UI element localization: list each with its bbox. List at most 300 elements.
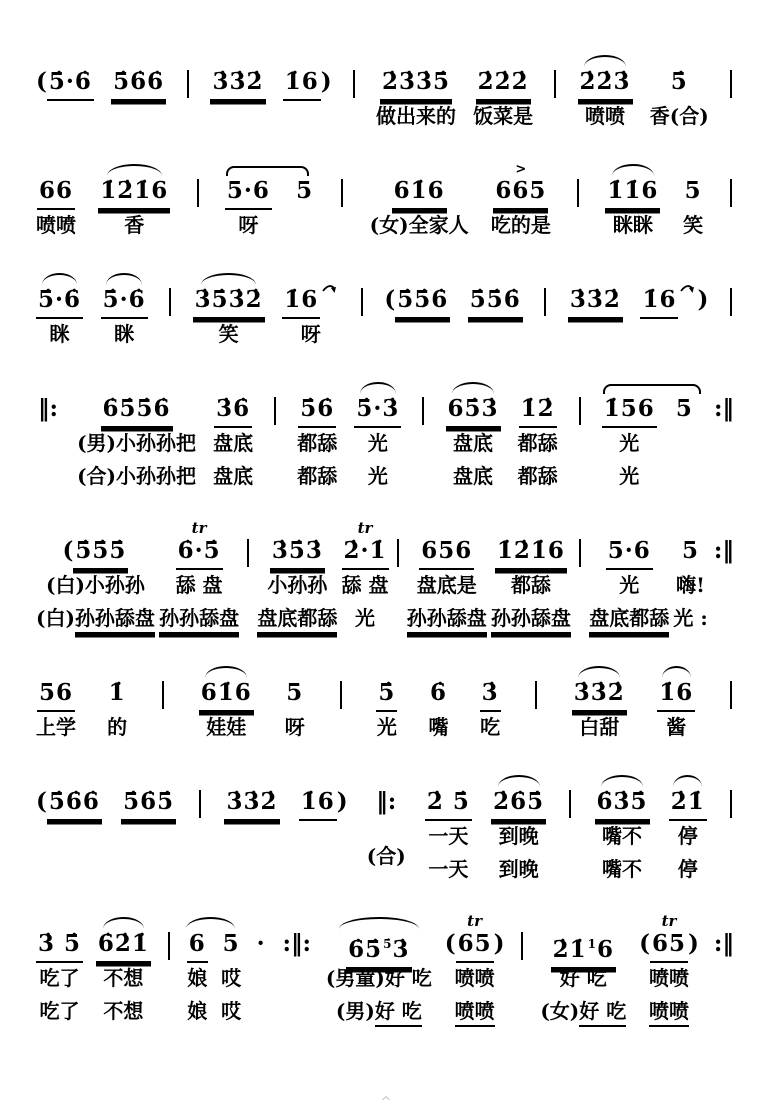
note-row [101,285,148,319]
barline-rule [730,790,732,818]
lyric-line-1: 吃 [480,715,501,739]
system-3 [36,270,736,352]
note-cell [578,52,633,134]
note-cell [640,270,708,352]
note-row [96,929,151,963]
lyric-line-2 [499,854,539,887]
ornament-layer [726,663,736,678]
note-row [446,394,501,428]
note-cell [297,379,337,494]
note-group: 6 [187,929,208,963]
note-row [361,285,363,319]
note-cell [36,270,83,352]
ornament-layer [284,663,305,678]
lyric-line-1: 的 [107,715,128,739]
slur-arc [612,164,654,176]
note-group: 66 [37,176,75,210]
repeat-sign [712,379,736,494]
note-row [554,67,556,101]
note-row [176,536,223,570]
ornament-layer [193,270,265,285]
lyric-text: 娘 [187,999,208,1023]
note-group: 6̇ [430,679,448,706]
note-group: 65 [456,929,494,963]
slur-arc [584,55,626,67]
note-cell [210,52,265,134]
repeat-sign [367,772,406,887]
note-group: 2̇1̇ [669,787,707,821]
note-cell [480,663,501,745]
lyric-prefix: (女) [540,999,580,1023]
barline-rule [730,288,732,316]
note-group: 665 [493,176,548,210]
ornament-layer [639,914,699,929]
part-label: (合) [366,843,406,868]
note-group: 5̇6̇5̇ [121,787,176,821]
note-cell [36,52,94,134]
lyric-text: 都舔 [297,464,338,488]
ornament-layer [187,914,208,929]
barline [393,521,403,636]
barline-rule [554,70,556,98]
lyric-line-2 [453,461,493,494]
close-paren: ) [688,930,699,957]
note-group: 3̇6̇ [214,394,252,428]
note-cell [639,914,699,1029]
note-row [657,678,695,712]
note-cell [213,379,253,494]
open-paren: ( [36,68,47,95]
lyric-line-1: 娃娃 [206,715,247,739]
lyric-line-2 [36,603,155,636]
lyric-line-1: 光 [619,431,640,455]
lyric-line-1: 光 [376,715,397,739]
close-paren: ) [697,286,709,313]
lyric-text: 停 [677,857,698,881]
ornament-layer [357,270,367,285]
ornament-layer [270,379,280,394]
lyric-line-2 [407,603,487,636]
lyric-line-1: 呀 [300,322,321,346]
ornament-layer [531,663,541,678]
note-group: 65 [650,929,688,963]
lyric-line-1: 香 [124,213,145,237]
note-row [282,285,339,319]
note-row [36,787,102,821]
lyric-text: 喷喷 [455,998,495,1027]
system-7 [36,772,736,887]
note-group: 5̇ [376,678,397,712]
ornament-layer [418,379,428,394]
ornament-layer [673,521,707,536]
lyric-text: 盘底都舔 [257,605,337,634]
note-group: 5̇5̇5̇ [73,536,128,570]
lyric-line-1: 嗨! [676,573,705,597]
note-group: 2̇3̇3̇5̇ [380,67,452,101]
lyric-line-1: 不想 [103,966,144,990]
ornament-layer [726,161,736,176]
lyric-line-2 [368,461,388,494]
note-cell [101,270,148,352]
slur-arc [578,666,620,678]
note-row [640,285,708,319]
barline [337,161,347,243]
ornament-layer [297,379,337,394]
note-group: 61̇6 [199,678,254,712]
note-cell [669,772,707,887]
close-paren: ) [336,788,348,815]
ornament-layer [683,161,704,176]
lyric-line-2 [602,854,642,887]
ornament-layer [36,772,102,787]
lyric-line-1: 光 [367,431,388,455]
ornament-layer [367,772,406,787]
slur-arc [205,666,247,678]
lyric-line-1: 吃的是 [490,213,551,237]
note-cell [473,52,533,134]
ornament-layer [491,521,571,536]
system-5 [36,521,736,636]
ornament-layer [491,772,546,787]
trill-mark: tr [357,519,373,537]
note-row [197,176,199,210]
lyric-line-1: 盘底是 [416,573,477,597]
barline-rule [247,539,249,567]
barline [349,52,359,134]
barline-rule [730,70,732,98]
barline-rule [361,288,363,316]
ornament-layer [540,270,550,285]
repeat-text: :‖: [282,930,311,957]
note-group: 5 [286,679,304,706]
note-cell [468,270,523,352]
lyric-text: 光 [619,464,640,488]
lyric-text: 不想 [103,999,144,1023]
lyric-line-1: 喷喷 [454,966,495,990]
note-row [98,176,170,210]
barline [726,270,736,352]
ornament-layer [255,914,268,929]
note-row [428,678,449,712]
ornament-layer [36,161,76,176]
note-row [680,536,701,570]
lyric-text: 吃了 [39,999,80,1023]
note-group: 2̇·1̇ [342,536,389,570]
lyric-line-2 [619,461,639,494]
slur-arc [107,164,162,176]
open-paren: ( [384,286,396,313]
repeat-text: :‖ [713,537,734,564]
barline-rule [340,681,342,709]
note-row [274,394,276,428]
open-paren: ( [444,930,456,957]
note-cell [518,379,558,494]
lyric-text: (合)小孙孙把 [77,464,197,488]
note-row [284,678,305,712]
barline-rule [274,397,276,425]
ornament-layer [342,521,389,536]
lyric-line-1: 白甜 [579,715,620,739]
ornament-layer [726,772,736,787]
lyric-line-1: 吃了 [39,966,80,990]
note-row [255,929,268,963]
note-row [199,787,201,821]
note-row [187,929,208,963]
note-row [36,67,94,101]
lyric-line-2 [40,996,80,1029]
note-row [569,787,571,821]
ornament-layer [657,663,695,678]
note-group: 5̇6̇6̇ [47,787,102,821]
lyric-line-2 [213,461,253,494]
lyric-line-1: 都舔 [510,573,551,597]
ornament-layer [491,161,551,176]
lyric-text: 光 [367,464,388,488]
note-row [712,536,736,570]
note-row [519,394,557,428]
lyric-line-1: 饭菜是 [473,104,534,128]
ornament-layer [354,379,401,394]
ornament-layer [550,52,560,67]
note-row [342,536,389,570]
note-group: 5̇ [670,68,688,95]
ornament-layer [376,52,456,67]
lyric-line-2 [336,996,422,1029]
note-row [551,929,616,963]
note-cell [111,52,166,134]
note-cell [354,379,401,494]
note-row [380,67,452,101]
note-group: 5 [682,537,700,564]
close-paren: ) [493,930,505,957]
note-group: 2̇2̇3̇ [578,67,633,101]
score [36,52,736,1029]
note-group: · [256,930,266,957]
note-row [374,787,398,821]
note-row [354,394,401,428]
note-group: 2̇ 5̇ [425,787,472,821]
note-row [107,678,128,712]
note-group: 3̇3̇2̇ [572,678,627,712]
note-cell [257,521,337,636]
barline [517,914,527,1029]
lyric-line-1: (男童)好 吃 [325,966,432,990]
ornament-layer [480,663,501,678]
ornament-layer [111,52,166,67]
note-row [480,678,501,712]
note-cell [425,772,472,887]
lyric-text: 盘底 [213,464,254,488]
note-cell [445,914,505,1029]
note-cell [221,914,242,1029]
note-cell [199,663,254,745]
ornament-layer [121,772,176,787]
note-cell [674,379,695,494]
ornament-layer [199,663,254,678]
note-row [214,394,252,428]
ornament-layer [575,379,585,394]
barline [550,52,560,134]
note-row [210,67,265,101]
ornament-layer [243,521,253,536]
slur-arc [226,166,310,176]
barline [195,772,205,887]
open-paren: ( [62,537,74,564]
note-group: 1̇ [108,679,126,706]
barline [540,270,550,352]
note-cell [650,52,709,134]
lyric-line-1: 舔 盘 [341,573,389,597]
barline-rule [422,397,424,425]
ornament-layer [283,52,332,67]
note-row [579,536,581,570]
barline-rule [577,179,579,207]
lyric-line-2 [491,603,571,636]
lyric-line-2 [221,996,241,1029]
lyric-line-2 [187,996,207,1029]
ornament-layer [425,772,472,787]
ornament-layer [393,521,403,536]
lyric-text: 光 : [673,606,708,630]
ornament-layer [602,379,657,394]
note-group: 61̇6 [392,176,447,210]
ornament-layer [336,663,346,678]
note-cell [491,161,551,243]
system-8 [36,914,736,1029]
note-row [168,929,170,963]
ornament-layer [257,521,337,536]
ornament-layer [578,52,633,67]
note-row [36,394,60,428]
note-group: 1̇6 [640,285,678,319]
lyric-line-1: 呀 [284,715,305,739]
ornament-layer [589,521,669,536]
ornament-layer [281,914,313,929]
note-group: 1̇56 [602,394,657,428]
note-cell [595,772,650,887]
barline [165,270,175,352]
repeat-sign [36,379,60,494]
note-row [730,285,732,319]
lyric-line-1: (白)小孙孙 [46,573,145,597]
note-row [491,787,546,821]
barline-rule [569,790,571,818]
lyric-line-2 [77,461,196,494]
open-paren: ( [36,788,47,815]
ornament-layer [370,161,469,176]
ornament-layer [225,161,272,176]
ornament-layer [640,270,708,285]
lyric-line-1: 眯眯 [612,213,653,237]
note-row [579,394,581,428]
note-row [568,285,623,319]
note-row [353,67,355,101]
slur-arc [498,775,540,787]
lyric-text: 好 吃 [375,998,422,1027]
close-paren: ) [320,68,332,95]
ornament-layer [517,914,527,929]
lyric-line-1: 盘底 [213,431,254,455]
slur-arc [662,666,691,678]
ornament-layer [213,379,253,394]
note-row [247,536,249,570]
note-row [294,176,315,210]
note-group: 5̇·6̇ [101,285,148,319]
ornament-layer [712,379,736,394]
lyric-text: 光 [355,606,375,630]
ornament-layer [568,270,623,285]
barline [575,521,585,636]
ornament-layer [210,52,265,67]
lyric-line-1: 呀 [238,213,259,237]
note-cell [255,914,268,1029]
note-group: 5·6 [225,176,272,210]
note-cell [384,270,450,352]
note-cell [376,52,456,134]
note-cell [193,270,265,352]
note-row [639,929,699,963]
lyric-line-1: 哎 [221,966,242,990]
lyric-text: 一天 [428,857,469,881]
lyric-text: 孙孙舔盘 [159,605,239,634]
note-row [169,285,171,319]
lyric-line-1: 一天 [428,824,469,848]
barline-rule [544,288,546,316]
barline [243,521,253,636]
barline-rule [169,288,171,316]
note-row [298,394,336,428]
note-group: 6̇5̇$^{5̇}$3̇ [346,929,411,969]
note-row [37,176,75,210]
note-cell [77,379,196,494]
ornament-layer [77,379,196,394]
lyric-line-1: 酱 [666,715,687,739]
note-cell [187,914,208,1029]
barline [183,52,193,134]
lyric-line-1: 好 吃 [559,966,607,990]
note-row [535,678,537,712]
lyric-prefix: (男) [335,999,375,1023]
note-row [577,176,579,210]
barline-rule [162,681,164,709]
lyric-line-1: 眯 [114,322,135,346]
lyric-text: 孙孙舔盘 [407,605,487,634]
note-cell [107,663,128,745]
lyric-line-1: 都舔 [297,431,338,455]
note-cell [96,914,151,1029]
note-cell [491,521,571,636]
barline-rule [535,681,537,709]
ornament-layer [573,161,583,176]
lyric-line-1: 喷喷 [36,213,76,237]
slur-arc [360,382,396,394]
ornament-layer [445,914,505,929]
note-row [730,678,732,712]
note-row [468,285,523,319]
note-group: 6̇3̇5̇ [595,787,650,821]
lyric-text: 到晚 [498,857,539,881]
ornament-layer [224,772,279,787]
lyric-line-2 [297,461,337,494]
note-cell [283,52,332,134]
note-group: 1̇2̇ [519,394,557,428]
lyric-line-1: (女)全家人 [369,213,469,237]
note-cell [572,663,627,745]
note-group: 1̇2̇1̇6 [495,536,567,570]
note-cell [568,270,623,352]
note-group: 3̇5̇3̇ [270,536,325,570]
repeat-text: ‖: [376,788,397,815]
